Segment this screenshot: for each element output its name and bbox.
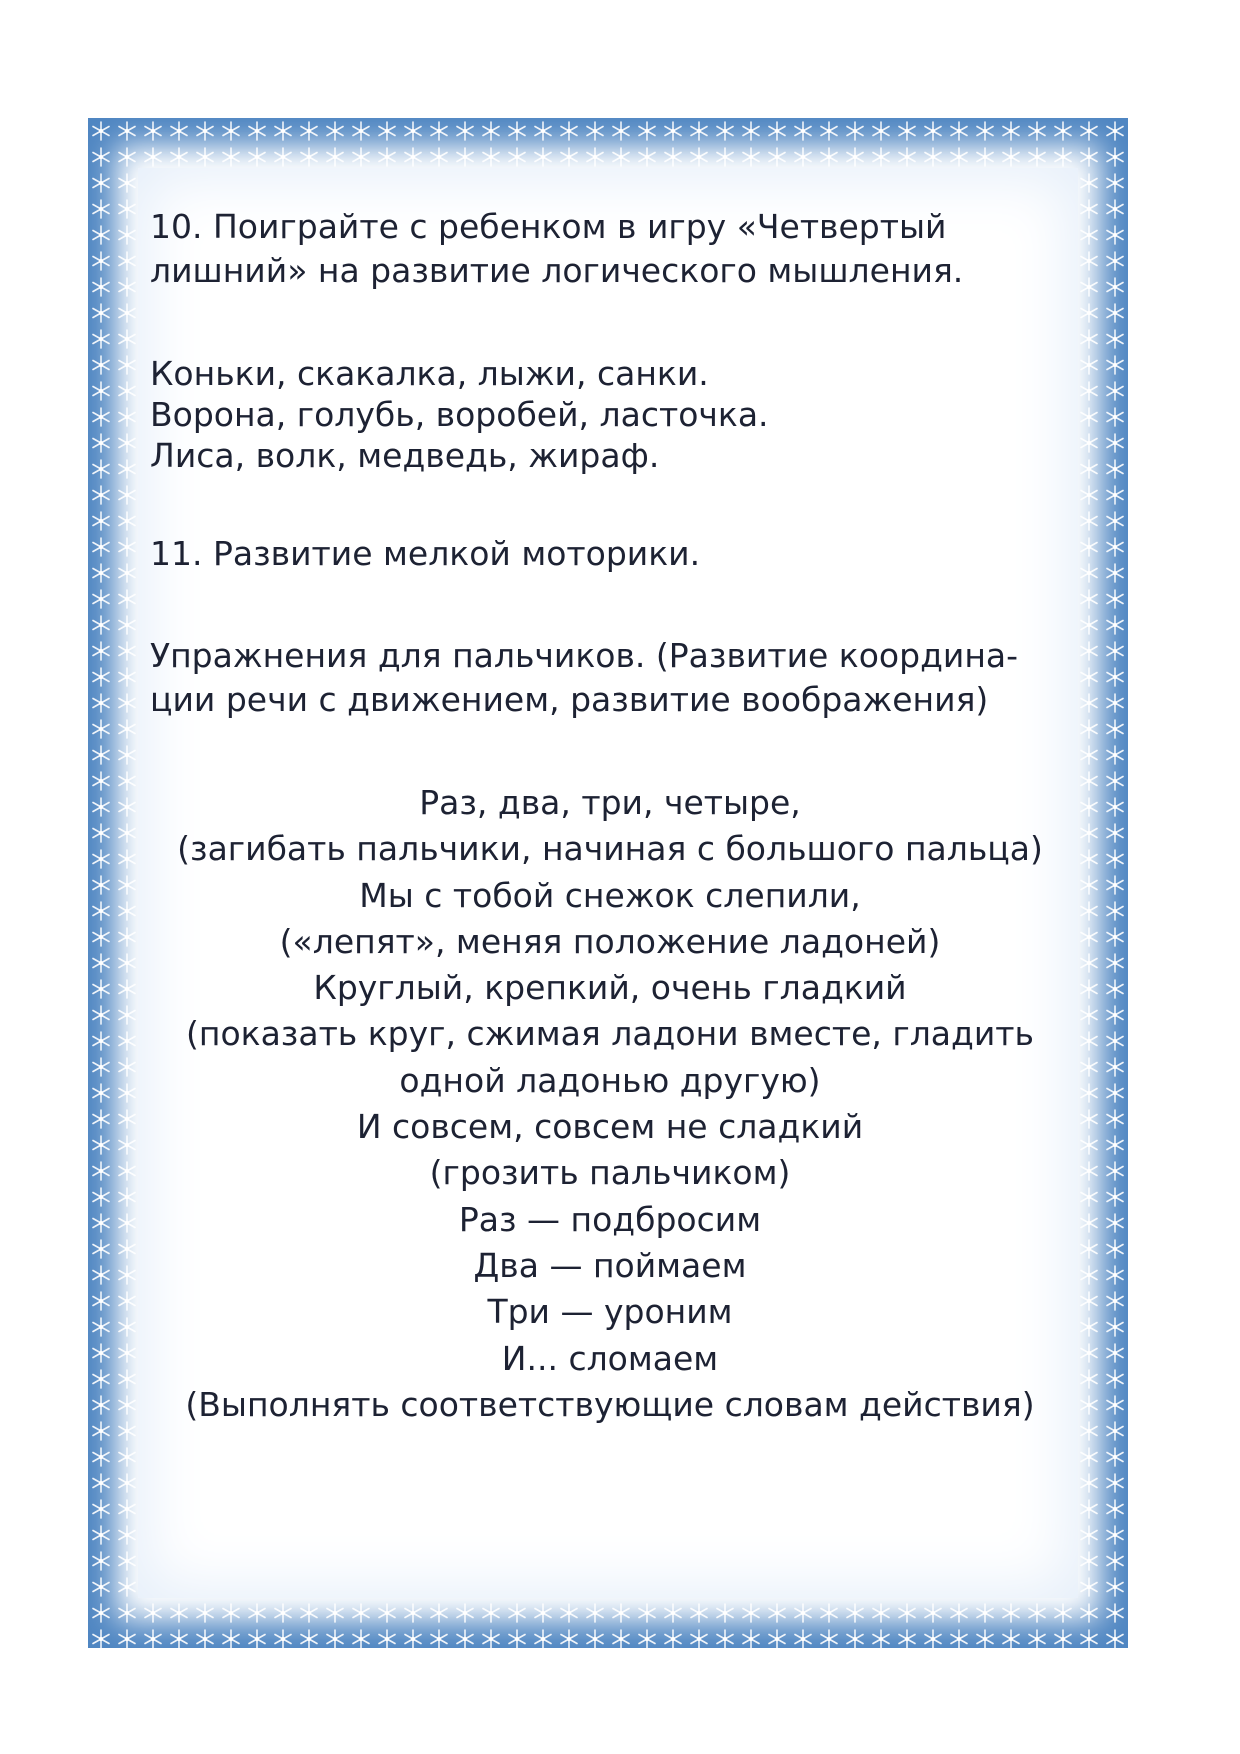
document-body — [150, 205, 1070, 1428]
poem-line: одной ладонью другую) — [399, 1060, 821, 1100]
poem-line: (грозить пальчиком) — [429, 1153, 791, 1193]
poem-line: Два — поймаем — [473, 1245, 747, 1285]
poem-line: (загибать пальчики, начиная с большого пальца) — [177, 829, 1043, 869]
exercise-intro-line-2: ции речи с движением, развитие воображения) — [150, 680, 989, 719]
finger-exercise-poem — [150, 780, 1070, 1428]
poem-line: Круглый, крепкий, очень гладкий — [313, 968, 907, 1008]
task-10-line-1: 10. Поиграйте с ребенком в игру «Четвертый — [150, 207, 947, 246]
poem-line: («лепят», меняя положение ладоней) — [279, 921, 941, 961]
odd-one-out-item: Лиса, волк, медведь, жираф. — [150, 436, 660, 475]
odd-one-out-list — [150, 353, 1070, 476]
exercise-intro — [150, 634, 1070, 722]
poem-line: Раз, два, три, четыре, — [419, 783, 801, 822]
poem-line: (показать круг, сжимая ладони вместе, гладить — [186, 1014, 1034, 1054]
poem-line: Мы с тобой снежок слепили, — [359, 875, 861, 915]
poem-line: Три — уроним — [487, 1292, 733, 1332]
poem-line: И... сломаем — [501, 1338, 719, 1378]
task-10-line-2: лишний» на развитие логического мышления. — [150, 251, 964, 290]
exercise-intro-line-1: Упражнения для пальчиков. (Развитие координа- — [150, 636, 1019, 675]
odd-one-out-item: Ворона, голубь, воробей, ласточка. — [150, 395, 769, 434]
task-11-title: 11. Развитие мелкой моторики. — [150, 534, 701, 573]
poem-line: И совсем, совсем не сладкий — [356, 1107, 864, 1147]
odd-one-out-item: Коньки, скакалка, лыжи, санки. — [150, 354, 709, 393]
poem-line: (Выполнять соответствующие словам действия) — [185, 1384, 1035, 1424]
task-10-heading — [150, 205, 1070, 293]
poem-line: Раз — подбросим — [458, 1199, 762, 1239]
